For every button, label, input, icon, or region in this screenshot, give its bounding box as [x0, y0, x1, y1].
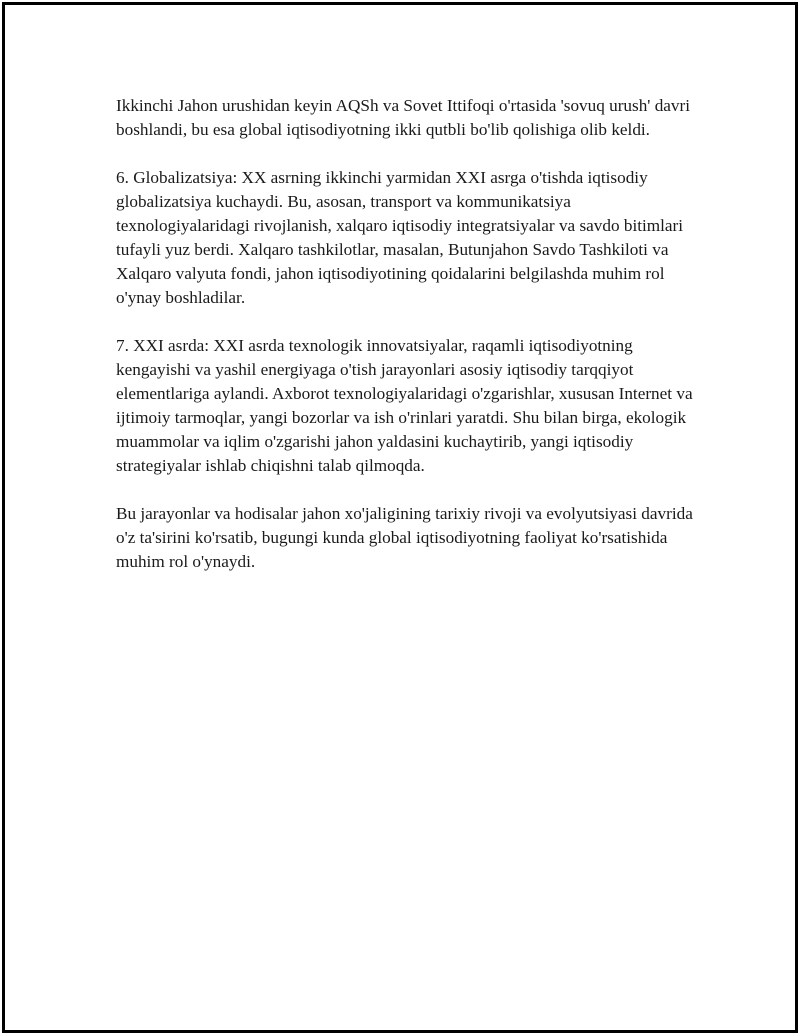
paragraph-cold-war: Ikkinchi Jahon urushidan keyin AQSh va Sovet Ittifoqi o'rtasida 'sovuq urush' davri boshlandi, bu esa global iqtisodiyotning ikki qutbli bo'lib qolishiga olib keldi.: [116, 96, 691, 139]
paragraph-globalization: 6. Globalizatsiya: XX asrning ikkinchi yarmidan XXI asrga o'tishda iqtisodiy globalizatsiya kuchaydi. Bu, asosan, transport va kommunikatsiya texnologiyalaridagi rivojlanish, xalqaro iqtisodiy integratsiyalar va savdo bitimlari tufayli yuz berdi. Xalqaro tashkilotlar, masalan, Butunjahon Savdo Tashkiloti va Xalqaro valyuta fondi, jahon iqtisodiyotining qoidalarini belgilashda muhim rol o'ynay boshladilar.: [116, 168, 684, 307]
paragraph-conclusion: Bu jarayonlar va hodisalar jahon xo'jaligining tarixiy rivoji va evolyutsiyasi davrida o'z ta'sirini ko'rsatib, bugungi kunda global iqtisodiyotning faoliyat ko'rsatishida muhim rol o'ynaydi.: [116, 504, 693, 571]
document-body: [116, 94, 696, 598]
paragraph-21st-century: 7. XXI asrda: XXI asrda texnologik innovatsiyalar, raqamli iqtisodiyotning kengayishi va yashil energiyaga o'tish jarayonlari asosiy iqtisodiy tarqqiyot elementlariga aylandi. Axborot texnologiyalaridagi o'zgarishlar, xususan Internet va ijtimoiy tarmoqlar, yangi bozorlar va ish o'rinlari yaratdi. Shu bilan birga, ekologik muammolar va iqlim o'zgarishi jahon yaldasini kuchaytirib, yangi iqtisodiy strategiyalar ishlab chiqishni talab qilmoqda.: [116, 336, 693, 475]
